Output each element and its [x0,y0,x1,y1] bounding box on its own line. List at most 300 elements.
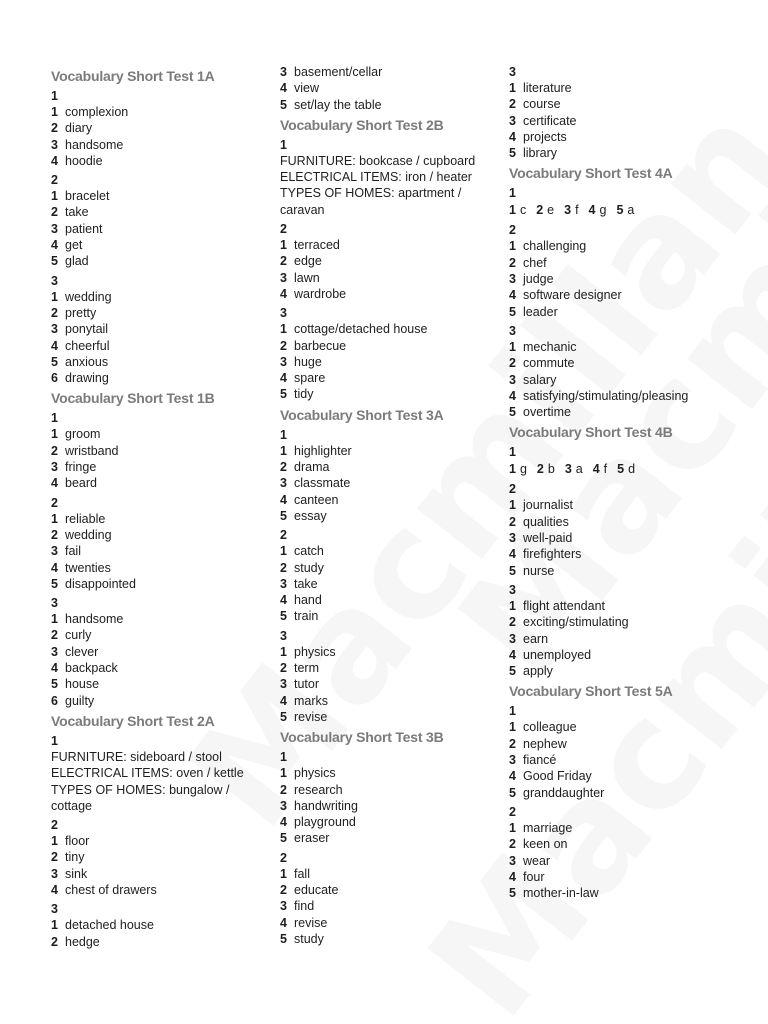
item-number: 4 [51,476,58,491]
answer-item [280,782,505,798]
answer-item [51,627,276,643]
item-number: 4 [51,238,58,253]
answer-item [509,598,734,614]
item-answer: tiny [65,850,85,865]
item-number: 1 [280,644,287,659]
item-answer: leader [523,304,558,319]
exercise-group [509,222,734,319]
item-answer: cottage/detached house [294,322,428,337]
item-answer: chest of drawers [65,882,157,897]
item-answer: curly [65,628,92,643]
exercise-number: 1 [280,427,287,442]
item-number: 1 [280,238,287,253]
exercise-number: 1 [51,89,58,103]
item-answer: study [294,560,324,575]
answer-item [51,426,276,442]
item-number: 1 [509,498,516,513]
answer-item [51,137,276,153]
item-number: 1 [509,820,516,835]
matching-pair [564,201,578,219]
item-answer: earn [523,631,549,646]
item-number: 5 [617,462,625,477]
item-answer: twenties [65,560,111,575]
answer-item [280,709,505,725]
item-answer: literature [523,81,572,95]
item-number: 2 [280,560,287,575]
item-number: 2 [280,882,287,897]
test-section [509,682,734,901]
item-answer: tutor [294,677,320,692]
item-number: 1 [509,598,516,613]
item-number: 3 [51,221,58,236]
answer-line: TYPES OF HOMES: apartment / [280,186,462,201]
item-number: 1 [51,918,58,933]
section-title: Vocabulary Short Test 4B [509,424,673,441]
answer-item [51,543,276,559]
item-number: 1 [51,427,58,442]
item-number: 4 [509,388,516,403]
item-number: 3 [51,322,58,337]
item-number: 2 [509,615,516,630]
item-answer: drawing [65,371,109,386]
item-answer: apply [523,664,553,679]
item-number: 1 [51,511,58,526]
answer-item [280,354,505,370]
matching-answers [509,201,734,219]
item-number: 3 [280,798,287,813]
exercise-number: 2 [509,223,516,238]
item-answer: basement/cellar [294,65,383,79]
item-number: 1 [509,239,516,254]
item-answer: beard [65,476,97,491]
item-number: 4 [51,661,58,676]
item-number: 2 [509,736,516,751]
item-number: 4 [509,547,516,562]
answer-line: ELECTRICAL ITEMS: iron / heater [280,170,472,185]
item-number: 2 [51,850,58,865]
item-number: 1 [51,189,58,204]
exercise-number: 2 [51,495,58,510]
item-number: 5 [280,97,287,112]
answer-item [509,719,734,735]
section-title: Vocabulary Short Test 2A [51,712,215,729]
answer-item [280,798,505,814]
exercise-group [51,410,276,491]
item-answer: a [575,462,583,477]
item-answer: handsome [65,612,124,627]
item-answer: research [294,782,343,797]
item-number: 2 [51,205,58,220]
answer-item [280,660,505,676]
item-number: 3 [509,631,516,646]
answer-line: cottage [51,798,93,813]
answer-item [509,304,734,320]
answer-item [51,153,276,169]
item-answer: course [523,97,561,112]
item-number: 5 [51,677,58,692]
item-answer: g [599,203,607,218]
exercise-group [509,582,734,679]
item-number: 4 [509,288,516,303]
answer-item [280,765,505,781]
item-answer: fiancé [523,753,557,768]
item-answer: nurse [523,563,555,578]
item-number: 4 [509,129,516,144]
exercise-group [280,305,505,402]
item-answer: f [603,462,608,477]
item-answer: chef [523,255,547,270]
item-answer: study [294,931,324,946]
item-number: 1 [509,720,516,735]
item-number: 1 [509,203,516,218]
test-section [51,67,276,386]
item-answer: fall [294,866,310,881]
answer-item [509,514,734,530]
item-number: 2 [51,305,58,320]
answer-item [509,820,734,836]
exercise-number: 1 [280,137,287,152]
exercise-group [280,527,505,624]
item-number: 1 [280,544,287,559]
answer-item [280,370,505,386]
item-number: 3 [509,272,516,287]
answer-item [280,97,505,113]
answer-item [51,882,276,898]
item-answer: set/lay the table [294,97,382,112]
exercise-number: 3 [509,582,516,597]
item-number: 3 [51,137,58,152]
item-answer: highlighter [294,443,352,458]
section-title: Vocabulary Short Test 1A [51,68,215,84]
answer-item [280,608,505,624]
item-number: 4 [509,769,516,784]
answer-item [51,354,276,370]
item-answer: projects [523,129,567,144]
answer-item [51,644,276,660]
answer-item [51,917,276,933]
answer-item [509,546,734,562]
matching-pair [616,201,634,219]
answer-line: ELECTRICAL ITEMS: oven / kettle [51,766,244,781]
item-number: 5 [509,785,516,800]
item-number: 5 [509,146,516,161]
section-title: Vocabulary Short Test 1B [51,390,215,407]
item-number: 2 [51,121,58,136]
answer-item [280,80,505,96]
item-answer: wardrobe [294,286,347,301]
answer-item [51,321,276,337]
item-answer: Good Friday [523,769,592,784]
item-number: 2 [51,628,58,643]
section-title: Vocabulary Short Test 2B [280,116,444,133]
answer-item [509,287,734,303]
item-number: 4 [51,153,58,168]
item-answer: wear [523,853,551,868]
exercise-group [280,749,505,846]
item-number: 2 [280,254,287,269]
item-number: 2 [51,527,58,542]
item-number: 2 [509,514,516,529]
item-answer: sink [65,866,88,881]
answer-item [509,736,734,752]
answer-item [51,289,276,305]
item-answer: mother-in-law [523,886,599,901]
answer-item [51,120,276,136]
test-section [51,389,276,708]
answer-item [280,592,505,608]
answer-column-3 [509,64,734,901]
item-answer: handsome [65,137,124,152]
answer-item [51,866,276,882]
item-number: 2 [51,443,58,458]
section-title: Vocabulary Short Test 5A [509,683,673,700]
answer-column-1 [51,64,276,950]
answer-item [51,237,276,253]
exercise-group [51,595,276,709]
exercise-number: 3 [51,596,58,611]
exercise-group [51,733,276,814]
answer-item [509,96,734,112]
answer-item [51,676,276,692]
exercise-group [51,88,276,169]
answer-item [51,475,276,491]
answer-item [280,882,505,898]
item-number: 2 [536,462,544,477]
item-answer: classmate [294,476,351,491]
item-answer: barbecue [294,338,347,353]
test-section [280,728,505,947]
item-answer: playground [294,815,356,830]
item-number: 2 [536,203,544,218]
item-answer: get [65,238,83,253]
item-answer: fail [65,544,81,559]
item-answer: eraser [294,831,330,846]
item-number: 1 [51,612,58,627]
item-answer: detached house [65,918,154,933]
answer-item [509,339,734,355]
item-answer: hand [294,593,322,608]
answer-item [509,497,734,513]
item-number: 3 [280,354,287,369]
item-answer: salary [523,372,557,387]
exercise-group [280,628,505,725]
answer-item [51,459,276,475]
answer-item [509,255,734,271]
answer-item [280,443,505,459]
item-answer: hedge [65,934,100,949]
exercise-group [51,495,276,592]
item-number: 1 [51,834,58,849]
exercise-number: 1 [509,445,516,460]
answer-item [509,80,734,96]
item-answer: revise [294,915,328,930]
item-number: 4 [280,81,287,96]
answer-item [509,631,734,647]
item-answer: software designer [523,288,622,303]
answer-item [509,614,734,630]
item-answer: b [547,462,555,477]
item-number: 3 [51,460,58,475]
answer-line: FURNITURE: sideboard / stool [51,749,222,764]
item-number: 2 [509,97,516,112]
item-answer: g [519,462,527,477]
item-number: 4 [588,203,596,218]
item-answer: keen on [523,837,568,852]
item-number: 2 [280,661,287,676]
answer-item [51,511,276,527]
answer-line: FURNITURE: bookcase / cupboard [280,153,476,168]
answer-item [509,768,734,784]
item-answer: catch [294,544,324,559]
exercise-number: 3 [280,628,287,643]
item-number: 3 [51,544,58,559]
item-answer: mechanic [523,339,577,354]
item-answer: canteen [294,492,339,507]
item-number: 3 [509,853,516,868]
answer-item [280,475,505,491]
answer-item [509,530,734,546]
item-number: 4 [280,915,287,930]
answer-item [51,188,276,204]
answer-item [51,527,276,543]
item-answer: handwriting [294,798,358,813]
item-answer: complexion [65,105,129,119]
item-answer: clever [65,644,99,659]
answer-item [280,253,505,269]
exercise-number: 3 [51,902,58,917]
answer-item [509,836,734,852]
item-number: 5 [280,831,287,846]
answer-column-2 [280,64,505,947]
item-answer: firefighters [523,547,582,562]
item-answer: huge [294,354,322,369]
item-answer: tidy [294,387,314,402]
item-number: 3 [280,899,287,914]
item-number: 5 [280,931,287,946]
test-section [280,406,505,725]
answer-item [280,576,505,592]
item-number: 1 [509,81,516,95]
item-number: 1 [509,339,516,354]
item-number: 4 [280,286,287,301]
item-number: 1 [280,866,287,881]
answer-item [280,508,505,524]
item-number: 1 [51,105,58,119]
exercise-group [280,850,505,947]
answer-item [509,885,734,901]
item-answer: certificate [523,113,577,128]
item-answer: unemployed [523,647,592,662]
answer-item [509,355,734,371]
item-number: 6 [51,693,58,708]
item-number: 4 [509,647,516,662]
item-answer: anxious [65,354,109,369]
exercise-group [51,172,276,269]
item-answer: judge [523,272,554,287]
item-number: 2 [509,255,516,270]
item-number: 4 [280,815,287,830]
answer-item [280,560,505,576]
answer-item [51,934,276,950]
exercise-group [51,273,276,387]
item-answer: take [65,205,89,220]
exercise-group [509,444,734,478]
item-answer: challenging [523,239,587,254]
answer-item [51,204,276,220]
item-number: 5 [509,886,516,901]
matching-pair [617,460,635,478]
item-number: 3 [51,644,58,659]
answer-item [509,563,734,579]
answer-item [509,388,734,404]
item-answer: essay [294,508,327,523]
item-answer: d [628,462,636,477]
answer-item [280,321,505,337]
answer-item [509,785,734,801]
item-answer: hoodie [65,153,103,168]
item-answer: revise [294,709,328,724]
item-answer: find [294,899,315,914]
matching-pair [509,201,526,219]
item-answer: four [523,869,545,884]
answer-item [509,663,734,679]
item-number: 1 [280,322,287,337]
answer-item [51,611,276,627]
answer-item [280,270,505,286]
exercise-number: 1 [51,733,58,748]
exercise-number: 2 [280,528,287,543]
exercise-group [280,221,505,302]
answer-item [280,898,505,914]
exercise-group [509,185,734,219]
answer-item [280,866,505,882]
test-section [509,164,734,420]
matching-pair [593,460,607,478]
test-section [509,64,734,161]
item-answer: marks [294,693,329,708]
item-answer: view [294,81,320,96]
answer-item [509,372,734,388]
exercise-number: 1 [509,704,516,719]
answer-item [51,560,276,576]
item-answer: nephew [523,736,567,751]
item-answer: a [627,203,635,218]
answer-item [280,915,505,931]
matching-pair [536,201,554,219]
test-section [51,712,276,950]
exercise-number: 3 [509,323,516,338]
answer-item [509,752,734,768]
item-number: 3 [509,531,516,546]
test-section [280,64,505,113]
item-number: 1 [280,443,287,458]
item-number: 3 [280,677,287,692]
item-number: 2 [280,782,287,797]
answer-item [280,830,505,846]
exercise-group [509,323,734,420]
item-number: 2 [509,356,516,371]
item-number: 3 [280,65,287,79]
exercise-number: 1 [509,186,516,201]
answer-item [280,693,505,709]
item-answer: wedding [65,289,112,304]
item-answer: house [65,677,100,692]
answer-item [51,693,276,709]
item-number: 4 [51,338,58,353]
item-answer: exciting/stimulating [523,615,629,630]
matching-pair [565,460,583,478]
item-number: 1 [509,462,516,477]
